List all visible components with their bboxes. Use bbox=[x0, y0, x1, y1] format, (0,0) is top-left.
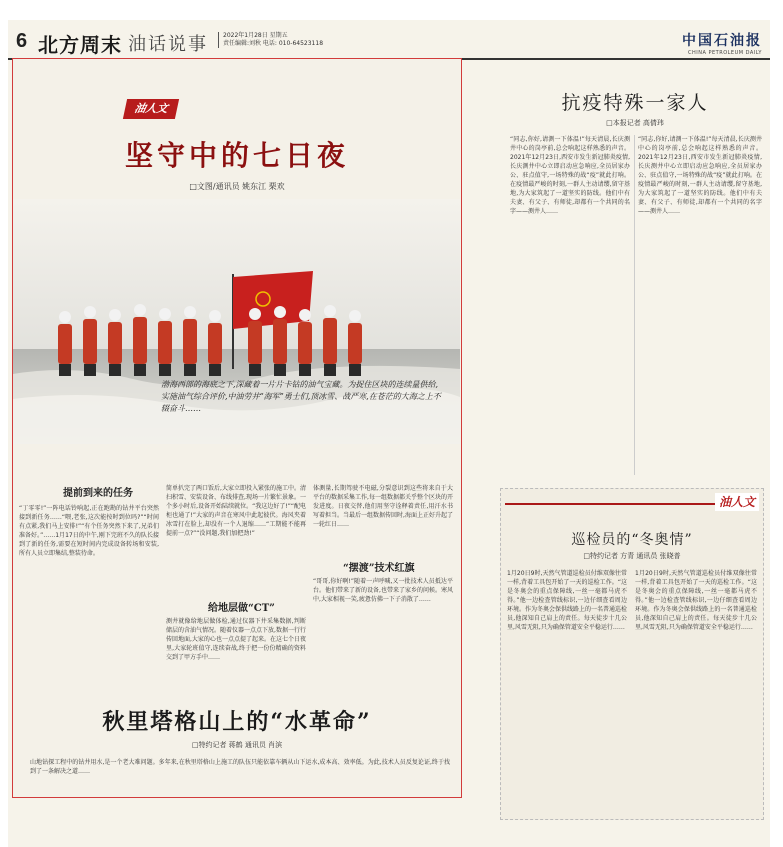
lead-article-title: 坚守中的七日夜 bbox=[124, 139, 349, 172]
section-heading: “摆渡”技术红旗 bbox=[343, 563, 415, 574]
right-article-title: 抗疫特殊一家人 bbox=[561, 92, 709, 114]
brand-name-en: CHINA PETROLEUM DAILY bbox=[688, 50, 762, 56]
inspector-article-body: 1月20日9时,天然气管道巡检员付维双像往常一样,背着工具包开始了一天的巡检工作。“这是冬奥会的重点保障线,一丝一毫都马虎不得。”他一边检查管线标识,一边仔细查看周边环境。作为冬奥会保供线路上的一名普通巡检员,他深知自己肩上的责任。每天徒步十几公里,风雪无阻,只为确保管道安全平稳运行…… bbox=[507, 570, 627, 631]
paper-name: 北方周末 bbox=[38, 33, 122, 57]
date-box bbox=[218, 32, 323, 48]
column-name: 油话说事 bbox=[128, 34, 208, 55]
column-divider bbox=[634, 135, 635, 475]
page-number: 6 bbox=[16, 30, 28, 52]
article-body: “丁零零!”一阵电话铃响起,正在跑勘的钻井平台突然接到新任务……“喂,老张,这次能按时到位吗?”“时间有点紧,我们马上安排!”“有个任务突然下来了,兄弟们准备好。”……1月17日的中午,刚下完班不久的队长接到了新的任务,需要在短时间内完成设备转场和安装,所有人员立即集结,整装待命。 bbox=[19, 505, 159, 557]
masthead bbox=[8, 28, 770, 60]
article-body: 测井就像给地层做体检,通过仪器下井采集数据,判断储层的含油气情况。随着仪器一点点下放,数据一行行传回地面,大家的心也一点点提了起来。在这七个日夜里,大家轮班值守,连续奋战,终于把一份份精确的资料交到了甲方手中…… bbox=[166, 618, 306, 661]
brand-logo bbox=[682, 30, 762, 56]
inspector-article-title: 巡检员的“冬奥情” bbox=[571, 532, 693, 548]
article-body: “哥哥,你好啊!”随着一声呼喊,又一批技术人员抵达平台。他们带来了新的设备,也带来了家乡的问候。寒风中,大家相视一笑,疲惫仿佛一下子消散了…… bbox=[313, 578, 453, 603]
editor-line: 责任编辑:刘秋 电话: 010-64523118 bbox=[223, 40, 324, 47]
article-body: 体测量,长期驾驶不电磁,分裂意识到这些将来自于大平台的数据采集工作,每一组数据都关乎整个区块的开发进度。日夜交替,他们用坚守诠释着责任,用汗水书写着担当。当最后一组数据传回时,海面上正好升起了一轮红日…… bbox=[313, 485, 453, 528]
brand-name-cn: 中国石油报 bbox=[682, 33, 762, 49]
section-heading: 提前到来的任务 bbox=[63, 488, 133, 499]
right-article-byline: □本报记者 高倩玮 bbox=[606, 119, 664, 127]
right-article-body-continued: “同志,你好,请测一下体温!”每天清晨,长庆测井中心的岗亭前,总会响起这样熟悉的声音。2021年12月23日,西安市发生新冠肺炎疫情,长庆测井中心立即启动应急响应,全员居家办公、驻点值守,一场特殊的战“疫”就此打响。在疫情最严峻的时刻,一群人主动请缨,留守基地,为大家筑起了一道坚实的防线。他们中有夫妻、有父子、有师徒,却都有一个共同的名字——测井人…… bbox=[638, 136, 762, 215]
date-line: 2022年1月28日 星期五 bbox=[223, 32, 288, 39]
right-article-body: “同志,你好,请测一下体温!”每天清晨,长庆测井中心的岗亭前,总会响起这样熟悉的声音。2021年12月23日,西安市发生新冠肺炎疫情,长庆测井中心立即启动应急响应,全员居家办公、驻点值守,一场特殊的战“疫”就此打响。在疫情最严峻的时刻,一群人主动请缨,留守基地,为大家筑起了一道坚实的防线。他们中有夫妻、有父子、有师徒,却都有一个共同的名字——测井人…… bbox=[510, 136, 630, 215]
bottom-article-byline: □特约记者 蒋鹤 通讯员 肖滨 bbox=[191, 741, 283, 749]
bottom-article-body: 山地钻探工程中的钻井用水,是一个老大难问题。多年来,在秋里塔格山上施工的队伍只能依靠车辆从山下运水,成本高、效率低。为此,技术人员反复论证,终于找到了一条解决之道…… bbox=[30, 759, 450, 775]
lead-article-byline: □文图/通讯员 姚东江 栗欢 bbox=[189, 182, 285, 191]
photo-caption: 渤海西部的海底之下,深藏着一片片卡钻的油气宝藏。为捉住区块的连续量供给,实施油气综合评价,中油劳井“海军”勇士们,顶冰雪、战严寒,在苍茫的大海之上不辍奋斗…… bbox=[161, 380, 441, 413]
column-badge: 油人文 bbox=[123, 99, 179, 119]
article-body: 简单扒完了两口饭后,大家立即投入紧张的施工中。清扫积雪、安装设备、布线排查,现场一片繁忙景象。一个多小时后,设备开始陆续就位。“我这边好了!”“配电柜也通了!”大家的声音在寒风中此起彼伏。海风夹着冰雪打在脸上,却没有一个人退缩……“工期能不能再提前一点?”“没问题,我们加把劲!” bbox=[166, 485, 306, 537]
section-heading: 给地层做“CT” bbox=[208, 603, 275, 614]
red-rule bbox=[505, 503, 715, 505]
bottom-article-title: 秋里塔格山上的“水革命” bbox=[102, 709, 372, 735]
lead-article bbox=[12, 58, 462, 798]
column-badge-small: 油人文 bbox=[715, 493, 759, 511]
inspector-article-byline: □特约记者 方青 通讯员 张晓普 bbox=[583, 552, 681, 560]
inspector-article-body-continued: 1月20日9时,天然气管道巡检员付维双像往常一样,背着工具包开始了一天的巡检工作。“这是冬奥会的重点保障线,一丝一毫都马虎不得。”他一边检查管线标识,一边仔细查看周边环境。作为冬奥会保供线路上的一名普通巡检员,他深知自己肩上的责任。每天徒步十几公里,风雪无阻,只为确保管道安全平稳运行…… bbox=[635, 570, 757, 631]
inspector-article bbox=[500, 488, 764, 820]
